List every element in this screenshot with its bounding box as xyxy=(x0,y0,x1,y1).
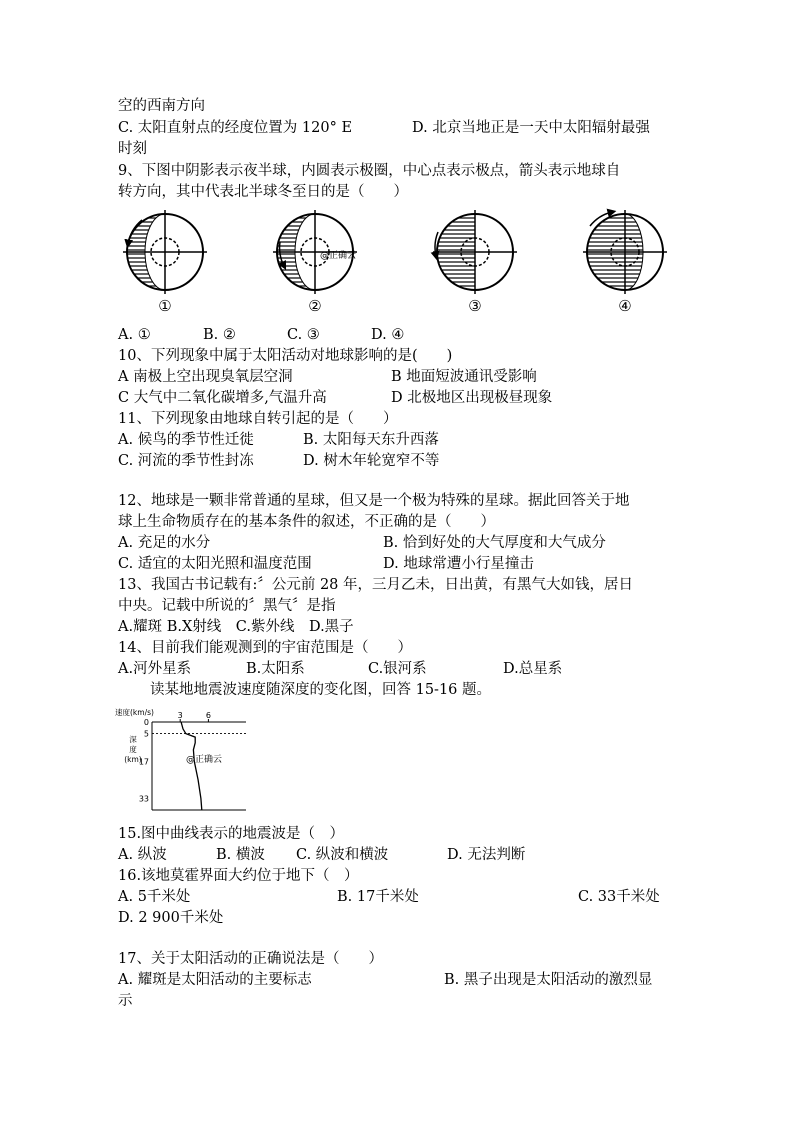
question-12-line1: 12、地球是一颗非常普通的星球，但又是一个极为特殊的星球。据此回答关于地 xyxy=(118,493,630,509)
q16-option-d: D. 2 900千米处 xyxy=(118,910,224,926)
question-11: 11、下列现象由地球自转引起的是（ ） xyxy=(118,411,398,427)
q12-option-c: C. 适宜的太阳光照和温度范围 xyxy=(118,556,312,572)
question-12-line2: 球上生命物质存在的基本条件的叙述，不正确的是（ ） xyxy=(118,514,495,530)
q13-options: A.耀斑 B.X射线 C.紫外线 D.黑子 xyxy=(118,619,354,635)
watermark: @正确云 xyxy=(320,251,357,261)
q9-option-d: D. ④ xyxy=(371,327,405,343)
x-tick-label: 3 xyxy=(177,711,183,720)
globe-1 xyxy=(123,210,207,294)
q15-option-b: B. 横波 xyxy=(216,847,265,863)
q14-option-a: A.河外星系 xyxy=(118,661,192,677)
question-17: 17、关于太阳活动的正确说法是（ ） xyxy=(118,951,383,967)
q14-option-d: D.总星系 xyxy=(503,661,563,677)
q16-option-b: B. 17千米处 xyxy=(337,889,419,905)
q10-option-d: D 北极地区出现极昼现象 xyxy=(391,390,553,406)
question-16: 16.该地莫霍界面大约位于地下（ ） xyxy=(118,868,359,884)
q15-option-a: A. 纵波 xyxy=(118,847,167,863)
question-14: 14、目前我们能观测到的宇宙范围是（ ） xyxy=(118,640,412,656)
q12-option-b: B. 恰到好处的大气厚度和大气成分 xyxy=(383,535,606,551)
figure-intro: 读某地地震波速度随深度的变化图，回答 15-16 题。 xyxy=(150,682,492,698)
q10-option-c: C 大气中二氧化碳增多,气温升高 xyxy=(118,390,327,406)
question-9-line1: 9、下图中阴影表示夜半球，内圆表示极圈，中心点表示极点，箭头表示地球自 xyxy=(118,163,621,179)
text-line: 示 xyxy=(118,993,133,1009)
q10-option-a: A 南极上空出现臭氧层空洞 xyxy=(118,369,293,385)
globe-3 xyxy=(433,210,517,294)
question-10: 10、下列现象中属于太阳活动对地球影响的是( ) xyxy=(118,348,453,364)
q17-option-b: B. 黑子出现是太阳活动的激烈显 xyxy=(444,972,653,988)
q12-option-d: D. 地球常遭小行星撞击 xyxy=(383,556,534,572)
y-axis-label-part: 度 xyxy=(129,745,137,754)
q17-option-a: A. 耀斑是太阳活动的主要标志 xyxy=(118,972,312,988)
y-tick-label: 5 xyxy=(143,729,149,739)
q15-option-c: C. 纵波和横波 xyxy=(296,847,389,863)
q9-option-c: C. ③ xyxy=(287,327,320,343)
question-9-line2: 转方向，其中代表北半球冬至日的是（ ） xyxy=(118,184,408,200)
earth-rotation-figure xyxy=(112,204,672,316)
text-line: 时刻 xyxy=(118,141,147,157)
x-tick-label: 6 xyxy=(205,711,211,720)
q16-option-c: C. 33千米处 xyxy=(578,889,660,905)
q11-option-a: A. 候鸟的季节性迁徙 xyxy=(118,432,254,448)
globe-label-4: ④ xyxy=(618,297,632,315)
globe-label-3: ③ xyxy=(468,297,482,315)
question-13-line2: 中央。记载中所说的〞黑气〞是指 xyxy=(118,598,336,614)
question-13-line1: 13、我国古书记载有:〞公元前 28 年，三月乙未，日出黄，有黑气大如钱，居日 xyxy=(118,577,634,593)
globe-4 xyxy=(583,210,667,294)
option-d: D. 北京当地正是一天中太阳辐射最强 xyxy=(412,120,650,136)
question-15: 15.图中曲线表示的地震波是（ ） xyxy=(118,826,345,842)
q9-option-b: B. ② xyxy=(203,327,236,343)
seismic-wave-chart xyxy=(112,704,252,816)
q11-option-b: B. 太阳每天东升西落 xyxy=(303,432,439,448)
chart-series-line xyxy=(181,722,202,810)
q14-option-c: C.银河系 xyxy=(368,661,427,677)
q11-option-d: D. 树木年轮宽窄不等 xyxy=(303,453,440,469)
globe-label-1: ① xyxy=(158,297,172,315)
y-axis-label-part: 深 xyxy=(129,735,137,744)
q12-option-a: A. 充足的水分 xyxy=(118,535,211,551)
chart-x-axis-label: 速度(km/s) xyxy=(115,708,154,717)
q14-option-b: B.太阳系 xyxy=(246,661,305,677)
q16-option-a: A. 5千米处 xyxy=(118,889,191,905)
globe-label-2: ② xyxy=(308,297,322,315)
q9-option-a: A. ① xyxy=(118,327,151,343)
option-c: C. 太阳直射点的经度位置为 120° E xyxy=(118,120,353,136)
q11-option-c: C. 河流的季节性封冻 xyxy=(118,453,254,469)
q15-option-d: D. 无法判断 xyxy=(447,847,526,863)
watermark: @正确云 xyxy=(186,755,223,765)
text-line: 空的西南方向 xyxy=(118,98,205,114)
y-tick-label: 17 xyxy=(138,757,149,767)
q10-option-b: B 地面短波通讯受影响 xyxy=(391,369,537,385)
y-tick-label: 0 xyxy=(143,718,149,727)
y-axis-label-part: (km) xyxy=(124,755,142,764)
y-tick-label: 33 xyxy=(138,794,149,804)
